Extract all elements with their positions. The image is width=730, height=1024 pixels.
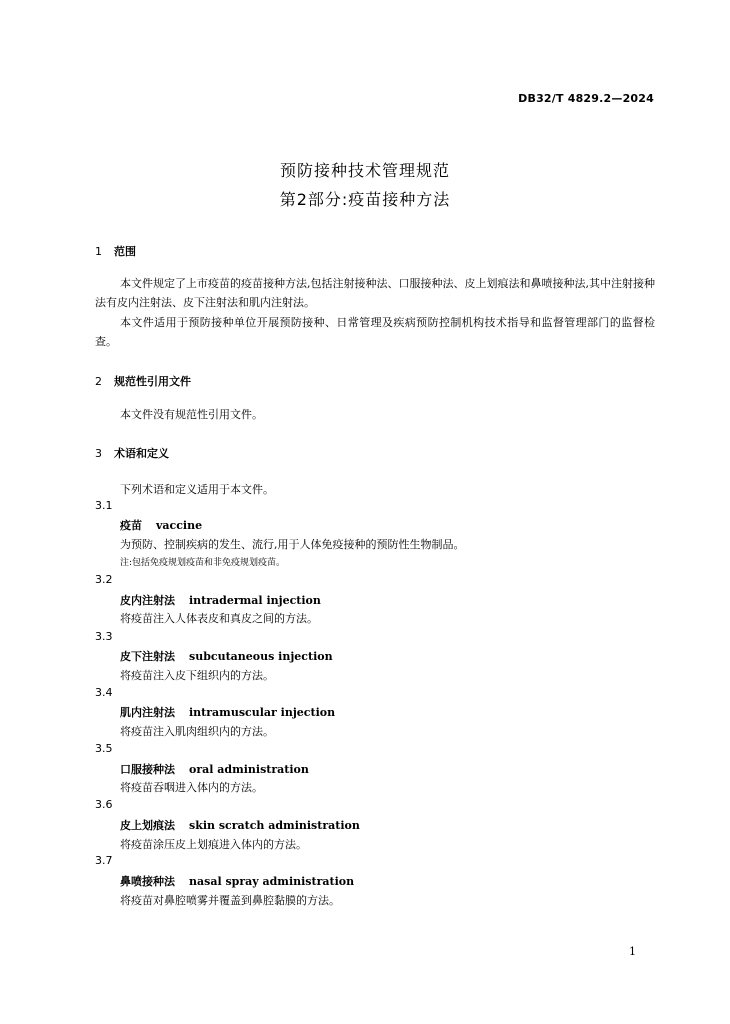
term-entry [120,592,321,608]
term-zh: 疫苗 [120,519,142,532]
section-heading-scope [95,243,136,259]
term-entry [120,761,309,777]
term-definition: 为预防、控制疾病的发生、流行,用于人体免疫接种的预防性生物制品。 [120,538,465,551]
section-number: 2 [95,375,102,388]
term-entry [120,873,354,889]
document-title: 预防接种技术管理规范 [279,161,450,180]
term-number: 3.6 [95,798,113,811]
term-entry [120,817,360,833]
paragraph: 下列术语和定义适用于本文件。 [120,483,274,496]
term-number: 3.2 [95,573,113,586]
term-definition: 将疫苗注入人体表皮和真皮之间的方法。 [120,612,318,625]
term-zh: 肌内注射法 [120,706,175,719]
paragraph: 本文件规定了上市疫苗的疫苗接种方法,包括注射接种法、口服接种法、皮上划痕法和鼻喷接种法,其中注射接种法有皮内注射法、皮下注射法和肌内注射法。 [95,277,655,309]
term-zh: 皮下注射法 [120,650,175,663]
term-zh: 皮上划痕法 [120,819,175,832]
document-subtitle: 第2部分:疫苗接种方法 [279,190,451,209]
term-number: 3.1 [95,499,113,512]
term-number: 3.4 [95,686,113,699]
standard-code: DB32/T 4829.2—2024 [518,92,654,105]
page-number: 1 [629,945,636,958]
term-en: skin scratch administration [189,819,360,832]
term-definition: 将疫苗涂压皮上划痕进入体内的方法。 [120,838,307,851]
section-heading-normative-references [95,373,191,389]
term-entry [120,517,202,533]
term-note: 注:包括免疫规划疫苗和非免疫规划疫苗。 [120,558,286,568]
term-en: vaccine [156,519,203,532]
term-en: intramuscular injection [189,706,336,719]
term-entry [120,704,335,720]
paragraph: 本文件适用于预防接种单位开展预防接种、日常管理及疾病预防控制机构技术指导和监督管理部门的监督检查。 [95,316,655,348]
section-title: 规范性引用文件 [114,375,191,388]
section-number: 1 [95,245,102,258]
term-definition: 将疫苗对鼻腔喷雾并覆盖到鼻腔黏膜的方法。 [120,894,340,907]
term-entry [120,648,333,664]
term-zh: 皮内注射法 [120,594,175,607]
section-heading-terms [95,445,169,461]
term-number: 3.7 [95,854,113,867]
term-zh: 鼻喷接种法 [120,875,175,888]
section-number: 3 [95,447,102,460]
term-definition: 将疫苗吞咽进入体内的方法。 [120,781,263,794]
section-title: 术语和定义 [114,447,169,460]
paragraph: 本文件没有规范性引用文件。 [120,408,263,421]
term-definition: 将疫苗注入皮下组织内的方法。 [120,669,274,682]
term-en: nasal spray administration [189,875,355,888]
term-en: intradermal injection [189,594,321,607]
term-zh: 口服接种法 [120,763,175,776]
section-title: 范围 [114,245,136,258]
term-en: oral administration [189,763,309,776]
term-definition: 将疫苗注入肌肉组织内的方法。 [120,725,274,738]
term-number: 3.3 [95,630,113,643]
term-number: 3.5 [95,742,113,755]
term-en: subcutaneous injection [189,650,333,663]
